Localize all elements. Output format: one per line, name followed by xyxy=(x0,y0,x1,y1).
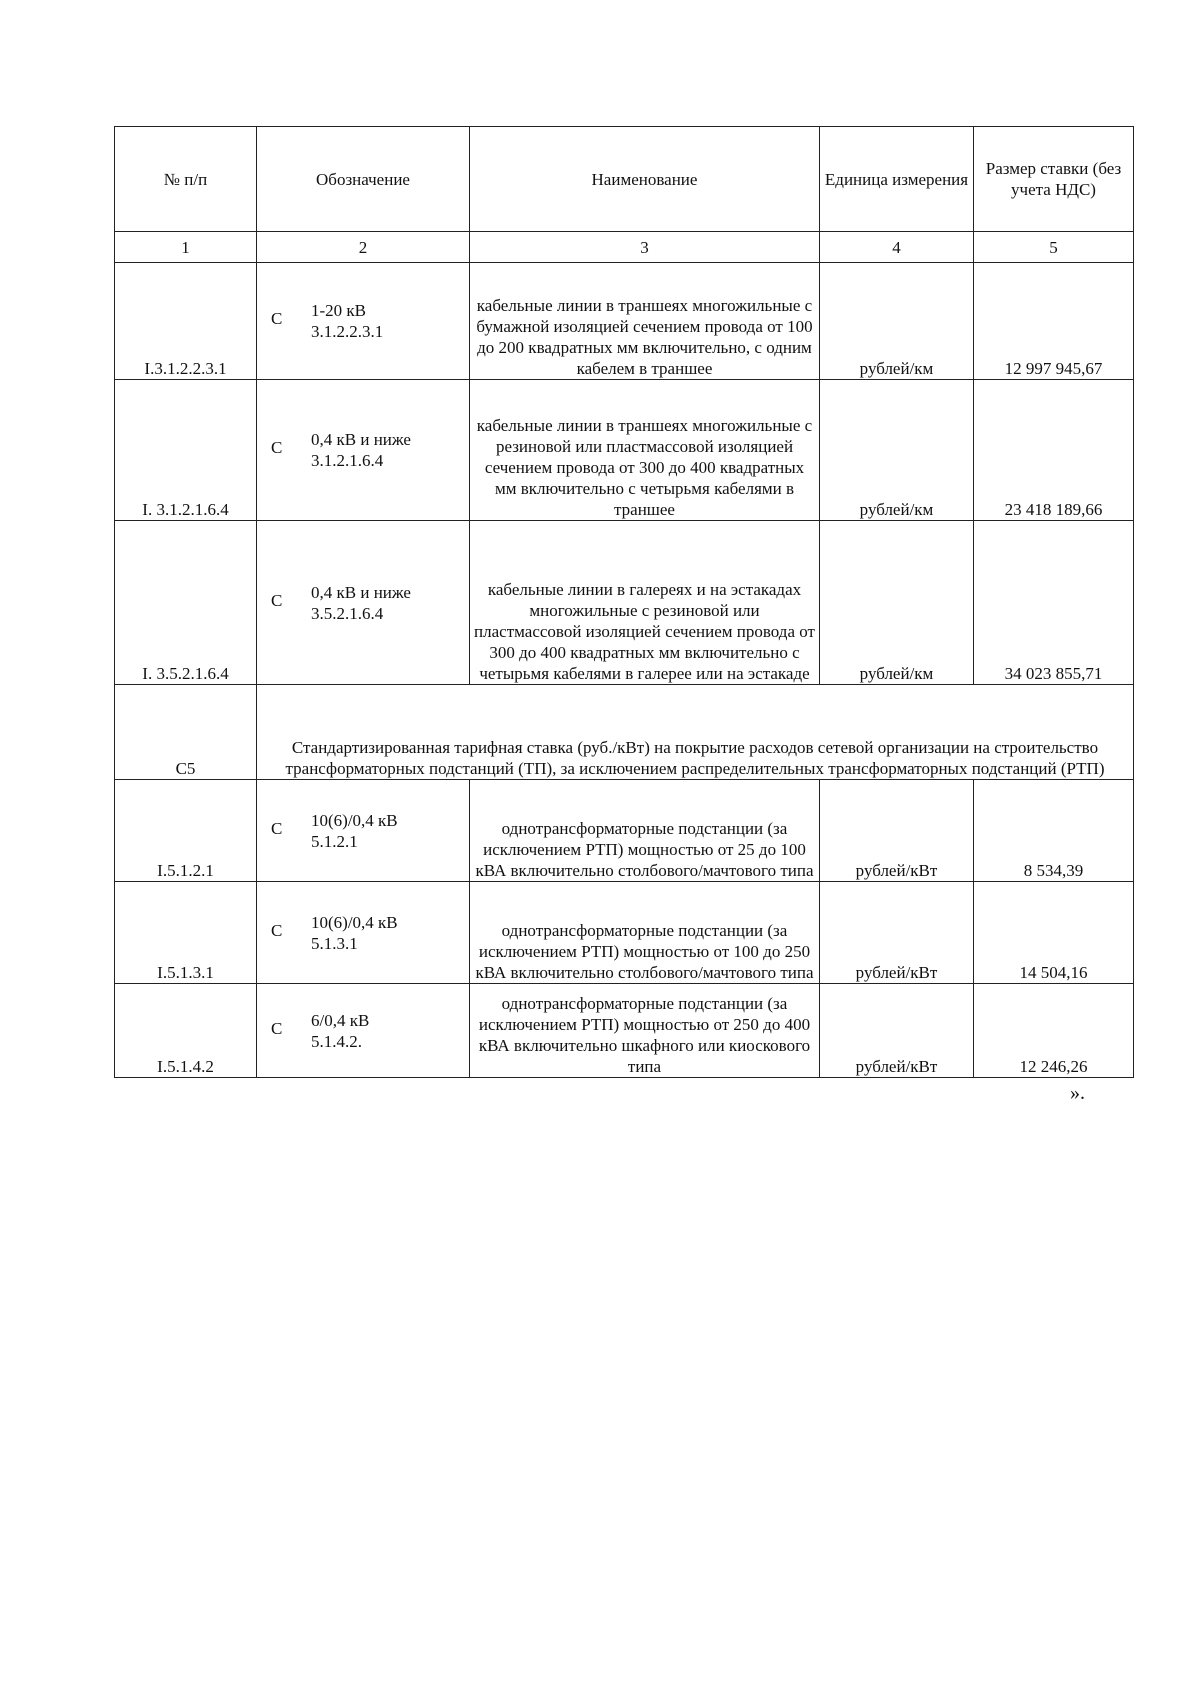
row-name: кабельные линии в траншеях многожильные с резиновой или пластмассовой изоляцией сечением провода от 300 до 400 квадратных мм включительно с четырьмя кабелями в траншее xyxy=(470,380,820,521)
designation-letter: С xyxy=(271,309,283,328)
row-rate: 14 504,16 xyxy=(974,882,1134,984)
designation-code: 5.1.3.1 xyxy=(311,933,358,953)
section-number: С5 xyxy=(115,685,257,780)
table-row xyxy=(115,882,1134,984)
header-designation: Обозначение xyxy=(257,127,470,232)
designation-code: 3.1.2.1.6.4 xyxy=(311,451,384,470)
designation-voltage: 10(6)/0,4 кВ xyxy=(311,810,398,830)
row-designation xyxy=(257,882,470,984)
section-row xyxy=(115,685,1134,780)
header-name: Наименование xyxy=(470,127,820,232)
row-designation xyxy=(257,984,470,1078)
column-number: 3 xyxy=(470,232,820,263)
designation-code: 5.1.2.1 xyxy=(311,831,358,851)
header-row xyxy=(115,127,1134,232)
row-number: I.5.1.2.1 xyxy=(115,780,257,882)
section-title: Стандартизированная тарифная ставка (руб./кВт) на покрытие расходов сетевой организации на строительство трансформаторных подстанций (ТП), за исключением распределительных трансформаторных подстанций (РТП) xyxy=(257,685,1134,780)
header-unit: Единица измерения xyxy=(820,127,974,232)
row-name: кабельные линии в траншеях многожильные с бумажной изоляцией сечением провода от 100 до 200 квадратных мм включительно, с одним кабелем в траншее xyxy=(470,263,820,380)
row-designation xyxy=(257,780,470,882)
table-row xyxy=(115,380,1134,521)
row-unit: рублей/кВт xyxy=(820,780,974,882)
row-unit: рублей/кВт xyxy=(820,882,974,984)
column-number-row xyxy=(115,232,1134,263)
designation-voltage: 0,4 кВ и ниже xyxy=(311,430,411,449)
designation-letter: С xyxy=(271,590,283,610)
header-rate: Размер ставки (без учета НДС) xyxy=(974,127,1134,232)
row-rate: 23 418 189,66 xyxy=(974,380,1134,521)
row-designation xyxy=(257,263,470,380)
designation-letter: С xyxy=(271,1018,283,1038)
designation-letter: С xyxy=(271,818,283,838)
row-name: однотрансформаторные подстанции (за исключением РТП) мощностью от 250 до 400 кВА включительно шкафного или киоскового типа xyxy=(470,984,820,1078)
row-number: I.5.1.3.1 xyxy=(115,882,257,984)
row-rate: 12 997 945,67 xyxy=(974,263,1134,380)
row-rate: 8 534,39 xyxy=(974,780,1134,882)
tariff-table xyxy=(114,126,1134,1078)
column-number: 2 xyxy=(257,232,470,263)
row-unit: рублей/км xyxy=(820,380,974,521)
table-row xyxy=(115,521,1134,685)
designation-letter: С xyxy=(271,920,283,940)
designation-code: 3.1.2.2.3.1 xyxy=(311,322,384,341)
column-number: 5 xyxy=(974,232,1134,263)
designation-voltage: 1-20 кВ xyxy=(311,301,367,320)
row-number: I. 3.1.2.1.6.4 xyxy=(115,380,257,521)
designation-code: 3.5.2.1.6.4 xyxy=(311,603,384,623)
table-row xyxy=(115,263,1134,380)
designation-voltage: 6/0,4 кВ xyxy=(311,1010,370,1030)
row-number: I. 3.5.2.1.6.4 xyxy=(115,521,257,685)
column-number: 4 xyxy=(820,232,974,263)
row-name: однотрансформаторные подстанции (за исключением РТП) мощностью от 100 до 250 кВА включительно столбового/мачтового типа xyxy=(470,882,820,984)
closing-quote-mark: ». xyxy=(1070,1082,1085,1104)
column-number: 1 xyxy=(115,232,257,263)
designation-voltage: 0,4 кВ и ниже xyxy=(311,582,411,602)
row-name: однотрансформаторные подстанции (за исключением РТП) мощностью от 25 до 100 кВА включительно столбового/мачтового типа xyxy=(470,780,820,882)
designation-letter: С xyxy=(271,438,283,457)
header-num: № п/п xyxy=(115,127,257,232)
row-number: I.3.1.2.2.3.1 xyxy=(115,263,257,380)
row-unit: рублей/км xyxy=(820,521,974,685)
designation-voltage: 10(6)/0,4 кВ xyxy=(311,912,398,932)
row-rate: 34 023 855,71 xyxy=(974,521,1134,685)
row-designation xyxy=(257,380,470,521)
row-number: I.5.1.4.2 xyxy=(115,984,257,1078)
row-unit: рублей/кВт xyxy=(820,984,974,1078)
row-designation xyxy=(257,521,470,685)
table-row xyxy=(115,984,1134,1078)
row-name: кабельные линии в галереях и на эстакадах многожильные с резиновой или пластмассовой изоляцией сечением провода от 300 до 400 квадратных мм включительно с четырьмя кабелями в галерее или на эстакаде xyxy=(470,521,820,685)
table-row xyxy=(115,780,1134,882)
row-rate: 12 246,26 xyxy=(974,984,1134,1078)
row-unit: рублей/км xyxy=(820,263,974,380)
designation-code: 5.1.4.2. xyxy=(311,1031,362,1051)
